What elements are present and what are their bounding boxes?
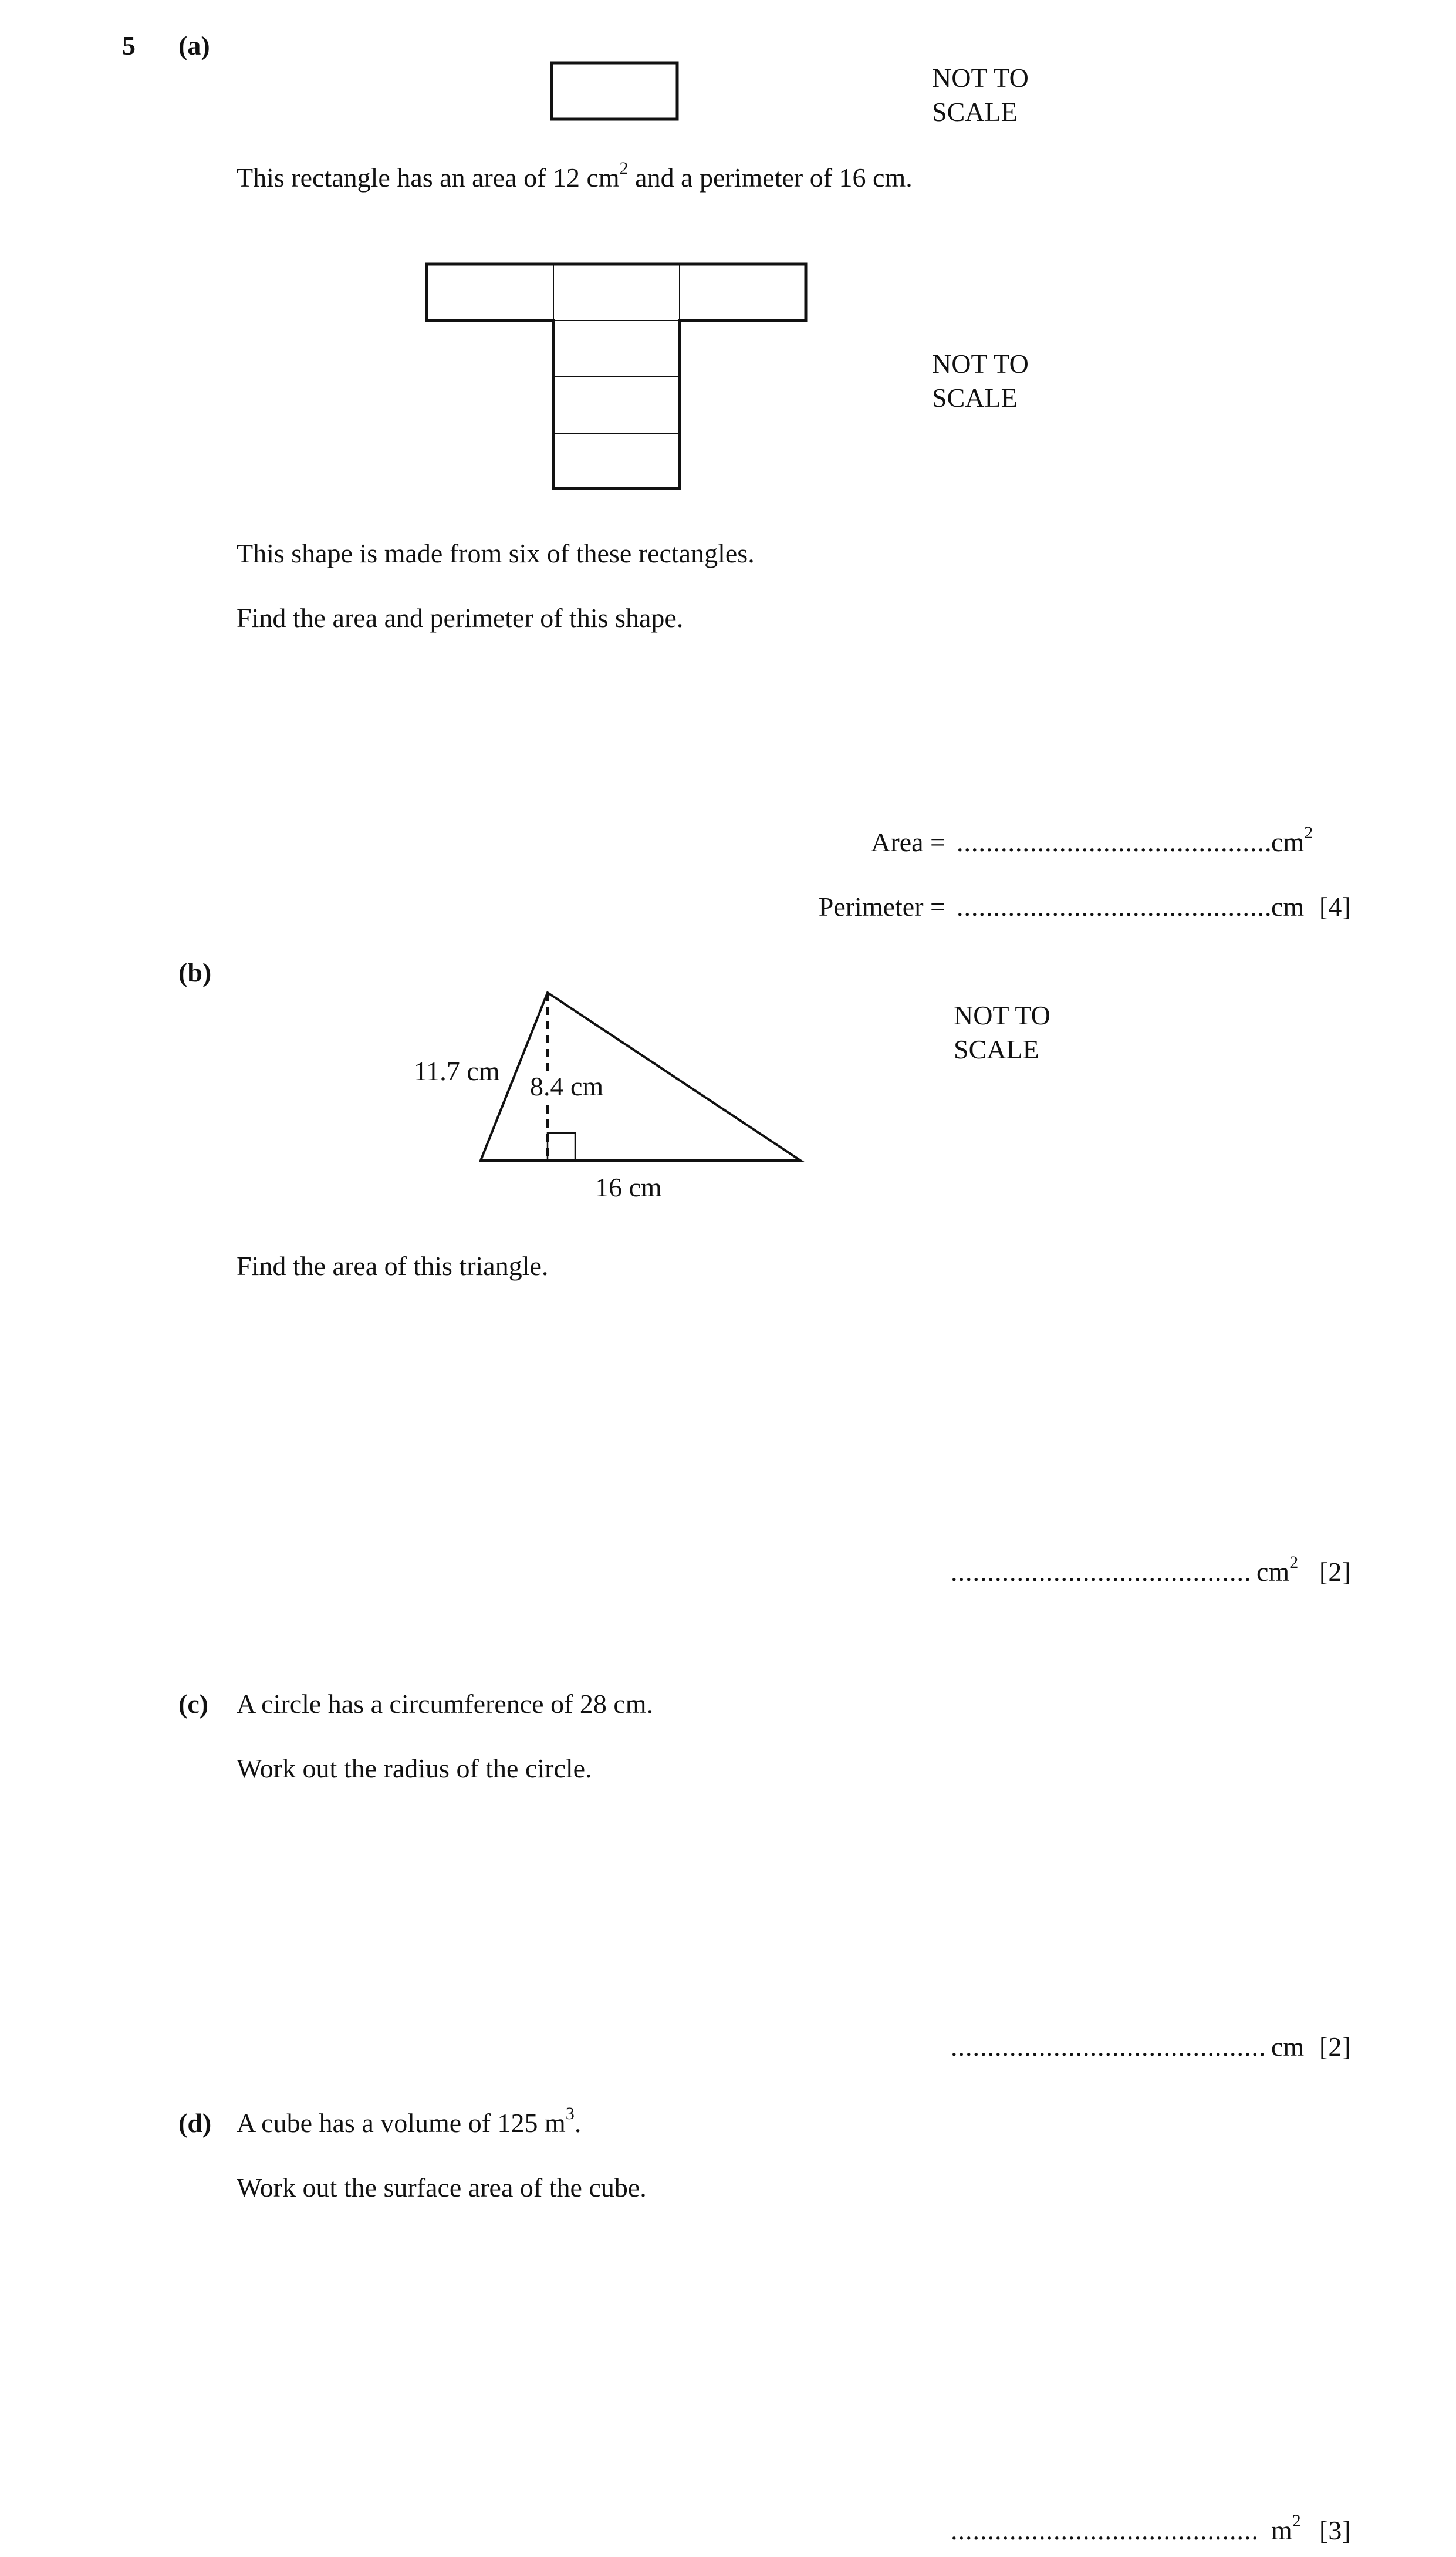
part-d-marks: [3]: [1319, 2515, 1351, 2545]
perimeter-label: Perimeter =: [818, 892, 945, 922]
not-to-scale-2-line1: NOT TO: [932, 349, 1029, 379]
part-b-label: (b): [178, 957, 212, 987]
area-unit-sup: 2: [1304, 823, 1313, 842]
area-answer-field[interactable]: ...........................................: [957, 827, 1272, 857]
part-d-statement-end: .: [574, 2108, 582, 2138]
right-angle-marker: [548, 1133, 575, 1161]
part-d-task: Work out the surface area of the cube.: [237, 2173, 647, 2202]
triangle-base-label: 16 cm: [595, 1172, 662, 1202]
part-b-marks: [2]: [1319, 1557, 1351, 1587]
rectangle-description: [237, 158, 913, 193]
not-to-scale-1-line2: SCALE: [932, 97, 1018, 127]
part-d-statement: [237, 2104, 582, 2138]
part-a-marks: [4]: [1319, 892, 1351, 922]
shape-description: This shape is made from six of these rectangles.: [237, 538, 755, 568]
part-d-unit-text: m: [1271, 2515, 1292, 2545]
not-to-scale-2-line2: SCALE: [932, 383, 1018, 413]
perimeter-answer-field[interactable]: ...........................................: [957, 892, 1272, 922]
not-to-scale-3-line2: SCALE: [954, 1034, 1039, 1064]
rect-text-sup: 2: [619, 158, 629, 178]
part-c-unit: cm: [1271, 2032, 1305, 2062]
part-c-answer-field[interactable]: ...........................................: [951, 2032, 1266, 2062]
perimeter-unit: cm: [1271, 892, 1305, 922]
part-b-task: Find the area of this triangle.: [237, 1251, 549, 1281]
part-c-task: Work out the radius of the circle.: [237, 1753, 592, 1783]
part-d-unit-sup: 2: [1292, 2511, 1301, 2531]
single-rectangle: [552, 63, 677, 119]
part-a-task: Find the area and perimeter of this shape.: [237, 603, 684, 633]
part-b-unit: [1256, 1553, 1299, 1587]
part-d-statement-text: A cube has a volume of 125 m: [237, 2108, 566, 2138]
part-a-label: (a): [178, 31, 210, 60]
part-b-unit-sup: 2: [1289, 1553, 1299, 1572]
part-b-answer-field[interactable]: .........................................: [951, 1557, 1252, 1587]
part-d-unit: [1271, 2511, 1301, 2545]
area-label: Area =: [871, 827, 945, 857]
area-unit: [1271, 823, 1313, 857]
triangle-side-label: 11.7 cm: [414, 1056, 500, 1086]
part-d-answer-field[interactable]: ..........................................: [951, 2515, 1259, 2545]
part-c-label: (c): [178, 1689, 209, 1719]
part-c-marks: [2]: [1319, 2032, 1351, 2062]
part-b-unit-text: cm: [1256, 1557, 1290, 1587]
rect-text-post: and a perimeter of 16 cm.: [628, 163, 913, 193]
t-shape: [427, 264, 806, 488]
rect-text-pre: This rectangle has an area of 12 cm: [237, 163, 620, 193]
part-c-statement: A circle has a circumference of 28 cm.: [237, 1689, 654, 1719]
not-to-scale-3-line1: NOT TO: [954, 1000, 1050, 1030]
not-to-scale-1-line1: NOT TO: [932, 63, 1029, 93]
triangle-diagram: [481, 993, 800, 1161]
area-unit-text: cm: [1271, 827, 1305, 857]
part-d-statement-sup: 3: [565, 2104, 575, 2123]
question-number: 5: [122, 31, 136, 60]
triangle-height-label: 8.4 cm: [530, 1071, 604, 1101]
part-d-label: (d): [178, 2108, 212, 2138]
